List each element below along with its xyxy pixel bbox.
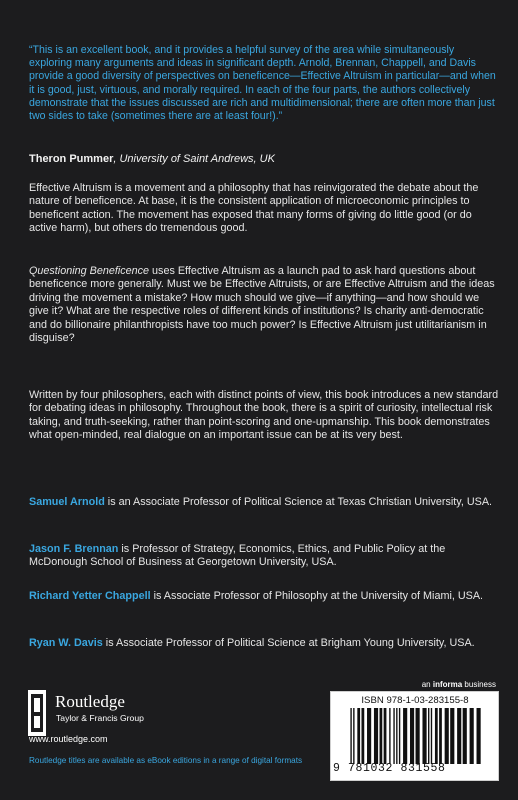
author-bio bbox=[29, 590, 499, 603]
barcode-bar bbox=[477, 708, 481, 764]
barcode-bar bbox=[399, 708, 400, 764]
author-name: Ryan W. Davis bbox=[29, 637, 103, 649]
blurb-paragraph-1: Effective Altruism is a movement and a philosophy that has reinvigorated the debate about the nature of beneficence. At base, it is the consistent application of microeconomic principles to beneficent action. The movement has exposed that many forms of giving do little good (or do active harm), but others do tremendous good. bbox=[29, 182, 479, 235]
barcode-bar bbox=[431, 708, 432, 764]
barcode-bar bbox=[380, 708, 383, 764]
author-bio bbox=[29, 637, 499, 650]
barcode-bar bbox=[445, 708, 449, 764]
barcode-bar bbox=[403, 708, 407, 764]
barcode-bar bbox=[410, 708, 414, 764]
barcode-bar bbox=[389, 708, 390, 764]
blurb-paragraph-2 bbox=[29, 265, 499, 345]
author-bio bbox=[29, 496, 499, 509]
author-name: Jason F. Brennan bbox=[29, 543, 119, 555]
publisher-name: Routledge bbox=[55, 692, 125, 711]
isbn-barcode bbox=[330, 691, 499, 781]
barcode-bar bbox=[367, 708, 371, 764]
publisher-website[interactable]: www.routledge.com bbox=[29, 734, 108, 744]
author-bio bbox=[29, 543, 499, 570]
barcode-bar bbox=[353, 708, 354, 764]
publisher-group: Taylor & Francis Group bbox=[56, 713, 144, 723]
endorsement-attribution bbox=[29, 153, 499, 166]
routledge-logo bbox=[26, 690, 256, 740]
barcode-bar bbox=[350, 708, 351, 764]
barcode-bar bbox=[450, 708, 454, 764]
barcode-bar bbox=[435, 708, 438, 764]
endorsement-quote: “This is an excellent book, and it provides a helpful survey of the area while simultaneously exploring many arguments and ideas in significant depth. Arnold, Brennan, Chappell, and Davis provide a good diversity of perspectives on beneficence—Effective Altruism in particular—and when it is good, just, virtuous, and morally required. In each of the four parts, the authors collectively demonstrate that the issues discussed are rich and multidimensional; there are often more than just two sides to take (sometimes there are at least four!).” bbox=[29, 44, 496, 123]
author-bio-text: is an Associate Professor of Political Science at Texas Christian University, USA. bbox=[104, 496, 493, 508]
book-title-inline: Questioning Beneficence bbox=[29, 265, 150, 277]
blurb-paragraph-2-text: uses Effective Altruism as a launch pad to ask hard questions about beneficence more generally. Must we be Effective Altruists, or are Effective Altruism and the ideas driving the movement a mistake? How much should we give—if anything—and how should we give it? What are the respective roles of different kinds of institutions? Is charity anti-democratic and do billionaire philanthropists have too much power? Is Effective Altruism just utilitarianism in disguise? bbox=[29, 265, 495, 345]
barcode-bar bbox=[374, 708, 378, 764]
barcode-bar bbox=[416, 708, 420, 764]
barcode-bar bbox=[470, 708, 474, 764]
barcode-bar bbox=[357, 708, 360, 764]
informa-business-tag: an informa business bbox=[421, 680, 496, 689]
barcode-bar bbox=[384, 708, 387, 764]
barcode-bar bbox=[439, 708, 442, 764]
author-bio-text: is Associate Professor of Philosophy at the University of Miami, USA. bbox=[150, 590, 484, 602]
author-name: Richard Yetter Chappell bbox=[29, 590, 151, 602]
barcode-bar bbox=[457, 708, 461, 764]
author-bio-text: is Associate Professor of Political Science at Brigham Young University, USA. bbox=[102, 637, 475, 649]
isbn-number: ISBN 978-1-03-283155-8 bbox=[361, 695, 469, 706]
barcode-digits: 9 781032 831558 bbox=[333, 762, 446, 775]
endorser-name: Theron Pummer bbox=[29, 153, 114, 165]
endorser-affiliation: , University of Saint Andrews, UK bbox=[113, 153, 275, 165]
author-bio-text: is Professor of Strategy, Economics, Ethics, and Public Policy at the McDonough School of Business at Georgetown University, USA. bbox=[29, 543, 446, 569]
blurb-paragraph-3: Written by four philosophers, each with distinct points of view, this book introduces a new standard for debating ideas in philosophy. Throughout the book, there is a spirit of curiosity, intellectual risk taking, and truth-seeking, rather than point-scoring and one-upmanship. This book demonstrates what open-minded, real dialogue on an important issue can be at its very best. bbox=[29, 389, 499, 442]
ebook-availability-note: Routledge titles are available as eBook editions in a range of digital formats bbox=[29, 756, 303, 765]
barcode-bar bbox=[396, 708, 397, 764]
barcode-bar bbox=[361, 708, 364, 764]
routledge-tower-icon bbox=[26, 690, 48, 736]
barcode-bar bbox=[428, 708, 429, 764]
barcode-bar bbox=[393, 708, 394, 764]
barcode-bar bbox=[463, 708, 467, 764]
informa-brand: informa bbox=[432, 680, 463, 689]
author-name: Samuel Arnold bbox=[29, 496, 105, 508]
barcode-bars bbox=[349, 708, 489, 764]
barcode-bar bbox=[422, 708, 426, 764]
